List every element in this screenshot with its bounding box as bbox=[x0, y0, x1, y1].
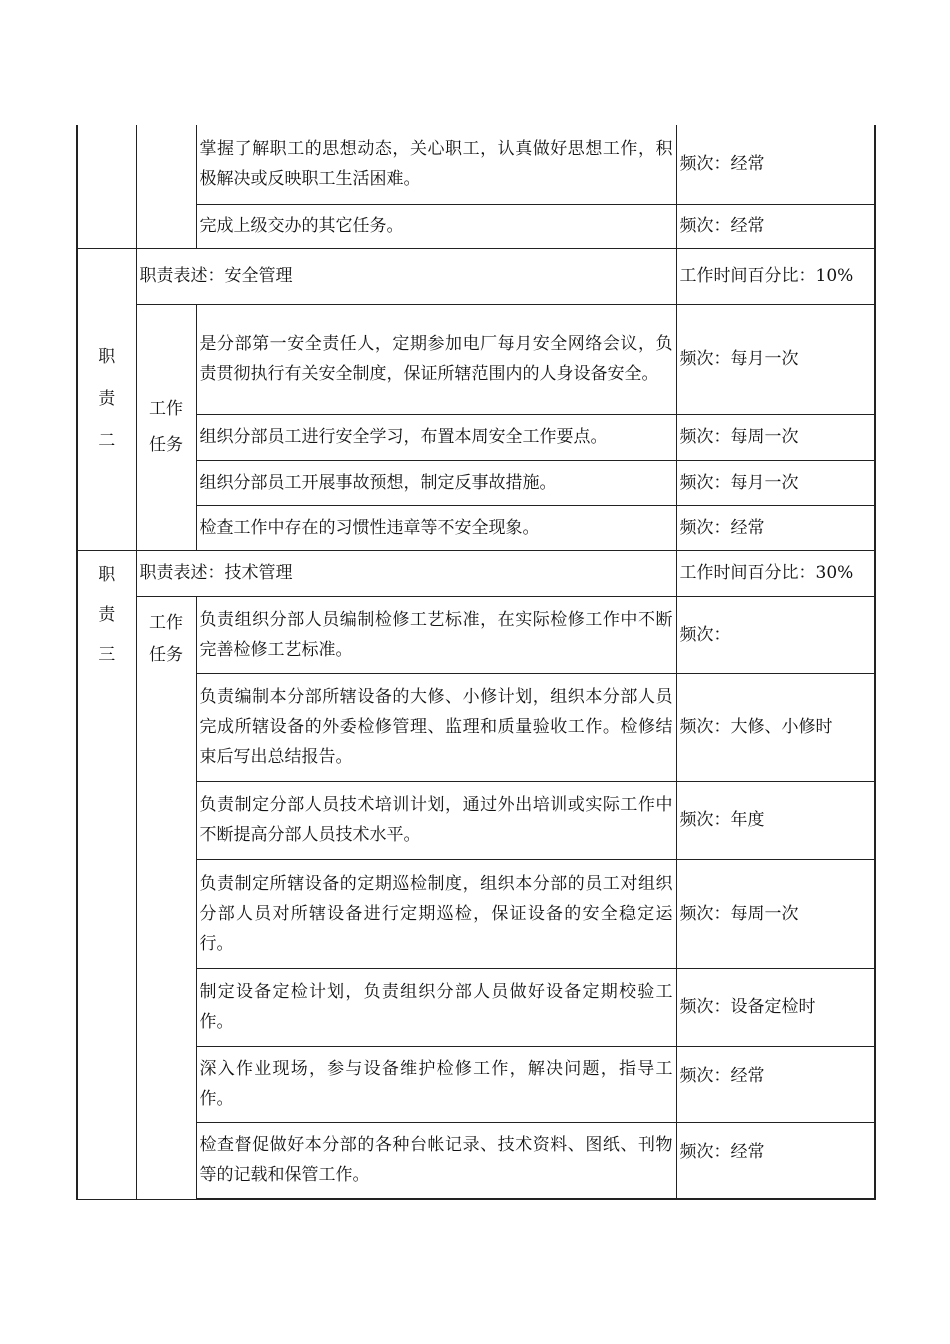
task-cell: 组织分部员工开展事故预想，制定反事故措施。 bbox=[196, 460, 676, 505]
table-row bbox=[77, 248, 875, 304]
table-row bbox=[77, 859, 875, 968]
table-row bbox=[77, 414, 875, 460]
duty-label-char: 三 bbox=[98, 644, 116, 665]
table-row bbox=[77, 596, 875, 673]
frequency-cell: 频次：经常 bbox=[676, 1122, 875, 1199]
table-row bbox=[77, 1046, 875, 1122]
task-cell: 掌握了解职工的思想动态，关心职工，认真做好思想工作，积极解决或反映职工生活困难。 bbox=[196, 125, 676, 204]
duty-summary: 职责表述：安全管理 bbox=[136, 248, 676, 304]
duty-summary: 职责表述：技术管理 bbox=[136, 550, 676, 596]
task-cell: 负责制定分部人员技术培训计划，通过外出培训或实际工作中不断提高分部人员技术水平。 bbox=[196, 781, 676, 859]
task-cell: 深入作业现场，参与设备维护检修工作，解决问题，指导工作。 bbox=[196, 1046, 676, 1122]
duty-label-char: 职 bbox=[98, 347, 116, 367]
table-row bbox=[77, 125, 875, 204]
task-cell: 检查督促做好本分部的各种台帐记录、技术资料、图纸、刊物等的记载和保管工作。 bbox=[196, 1122, 676, 1199]
duty-label-3 bbox=[77, 550, 136, 1199]
duty-label-cell-prev bbox=[77, 125, 136, 248]
frequency-cell: 频次：大修、小修时 bbox=[676, 673, 875, 781]
work-task-label-line: 任务 bbox=[149, 644, 183, 665]
frequency-cell: 频次：经常 bbox=[676, 1046, 875, 1122]
task-cell: 组织分部员工进行安全学习，布置本周安全工作要点。 bbox=[196, 414, 676, 460]
table-row bbox=[77, 673, 875, 781]
task-cell: 检查工作中存在的习惯性违章等不安全现象。 bbox=[196, 505, 676, 550]
table-row bbox=[77, 781, 875, 859]
table-row bbox=[77, 968, 875, 1046]
task-cell: 负责编制本分部所辖设备的大修、小修计划，组织本分部人员完成所辖设备的外委检修管理、监理和质量验收工作。检修结束后写出总结报告。 bbox=[196, 673, 676, 781]
frequency-cell: 频次： bbox=[676, 596, 875, 673]
duty-table bbox=[76, 125, 876, 1200]
duty-label-char: 责 bbox=[98, 389, 116, 409]
task-cell: 是分部第一安全责任人，定期参加电厂每月安全网络会议，负责贯彻执行有关安全制度，保证所辖范围内的人身设备安全。 bbox=[196, 304, 676, 414]
task-cell: 负责组织分部人员编制检修工艺标准，在实际检修工作中不断完善检修工艺标准。 bbox=[196, 596, 676, 673]
work-task-label-line: 工作 bbox=[149, 399, 183, 419]
frequency-cell: 频次：每周一次 bbox=[676, 859, 875, 968]
table-row bbox=[77, 204, 875, 248]
duty-label-2 bbox=[77, 248, 136, 550]
work-task-label-line: 工作 bbox=[149, 612, 183, 633]
time-percentage: 工作时间百分比：10% bbox=[676, 248, 875, 304]
work-task-label bbox=[136, 596, 196, 1199]
work-task-label-line: 任务 bbox=[149, 435, 183, 455]
frequency-cell: 频次：每周一次 bbox=[676, 414, 875, 460]
sub-label-cell-prev bbox=[136, 125, 196, 248]
frequency-cell: 频次：设备定检时 bbox=[676, 968, 875, 1046]
time-percentage: 工作时间百分比：30% bbox=[676, 550, 875, 596]
frequency-cell: 频次：经常 bbox=[676, 204, 875, 248]
table-row bbox=[77, 304, 875, 414]
duty-label-char: 职 bbox=[98, 564, 116, 585]
table-row bbox=[77, 550, 875, 596]
table-row bbox=[77, 1122, 875, 1199]
frequency-cell: 频次：经常 bbox=[676, 125, 875, 204]
task-cell: 负责制定所辖设备的定期巡检制度，组织本分部的员工对组织分部人员对所辖设备进行定期巡检，保证设备的安全稳定运行。 bbox=[196, 859, 676, 968]
frequency-cell: 频次：每月一次 bbox=[676, 460, 875, 505]
task-cell: 制定设备定检计划，负责组织分部人员做好设备定期校验工作。 bbox=[196, 968, 676, 1046]
frequency-cell: 频次：每月一次 bbox=[676, 304, 875, 414]
work-task-label bbox=[136, 304, 196, 550]
frequency-cell: 频次：经常 bbox=[676, 505, 875, 550]
duty-label-char: 责 bbox=[98, 604, 116, 625]
frequency-cell: 频次：年度 bbox=[676, 781, 875, 859]
table-row bbox=[77, 460, 875, 505]
duty-label-char: 二 bbox=[98, 431, 116, 451]
table-row bbox=[77, 505, 875, 550]
task-cell: 完成上级交办的其它任务。 bbox=[196, 204, 676, 248]
